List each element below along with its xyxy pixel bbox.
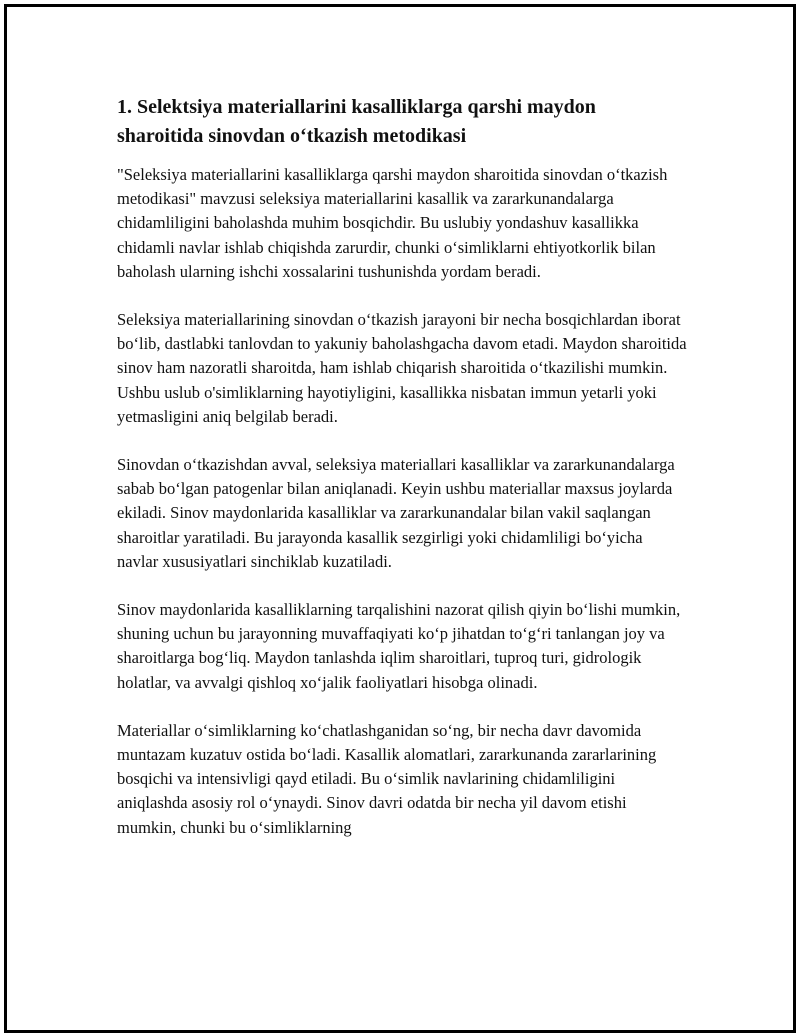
document-title: 1. Selektsiya materiallarini kasalliklarga qarshi maydon sharoitida sinovdan o‘tkazish metodikasi (117, 96, 596, 147)
paragraph-2: Seleksiya materiallarining sinovdan o‘tkazish jarayoni bir necha bosqichlardan iborat bo‘lib, dastlabki tanlovdan to yakuniy baholashgacha davom etadi. Maydon sharoitida sinov ham nazoratli sharoitda, ham ishlab chiqarish sharoitida o‘tkazilishi mumkin. Ushbu uslub o'simliklarning hayotiyligini, kasallikka nisbatan immun yetarli yoki yetmasligini aniq belgilab beradi. (117, 310, 687, 426)
document-body (117, 93, 687, 864)
paragraph-4: Sinov maydonlarida kasalliklarning tarqalishini nazorat qilish qiyin bo‘lishi mumkin, shuning uchun bu jarayonning muvaffaqiyati ko‘p jihatdan to‘g‘ri tanlangan joy va sharoitlarga bog‘liq. Maydon tanlashda iqlim sharoitlari, tuproq turi, gidrologik holatlar, va avvalgi qishloq xo‘jalik faoliyatlari hisobga olinadi. (117, 600, 681, 692)
paragraph-1: "Seleksiya materiallarini kasalliklarga qarshi maydon sharoitida sinovdan o‘tkazish metodikasi" mavzusi seleksiya materiallarini kasallik va zararkunandalarga chidamliligini baholashda muhim bosqichdir. Bu uslubiy yondashuv kasallikka chidamli navlar ishlab chiqishda zarurdir, chunki o‘simliklarni ehtiyotkorlik bilan baholash ularning ishchi xossalarini tushunishda yordam beradi. (117, 165, 668, 281)
paragraph-3: Sinovdan o‘tkazishdan avval, seleksiya materiallari kasalliklar va zararkunandalarga sabab bo‘lgan patogenlar bilan aniqlanadi. Keyin ushbu materiallar maxsus joylarda ekiladi. Sinov maydonlarida kasalliklar va zararkunandalar bilan vakil saqlangan sharoitlar yaratiladi. Bu jarayonda kasallik sezgirligi yoki chidamliligi bo‘yicha navlar xususiyatlari sinchiklab kuzatiladi. (117, 455, 675, 571)
paragraph-5: Materiallar o‘simliklarning ko‘chatlashganidan so‘ng, bir necha davr davomida muntazam kuzatuv ostida bo‘ladi. Kasallik alomatlari, zararkunanda zararlarining bosqichi va intensivligi qayd etiladi. Bu o‘simlik navlarining chidamliligini aniqlashda asosiy rol o‘ynaydi. Sinov davri odatda bir necha yil davom etishi mumkin, chunki bu o‘simliklarning (117, 720, 657, 837)
